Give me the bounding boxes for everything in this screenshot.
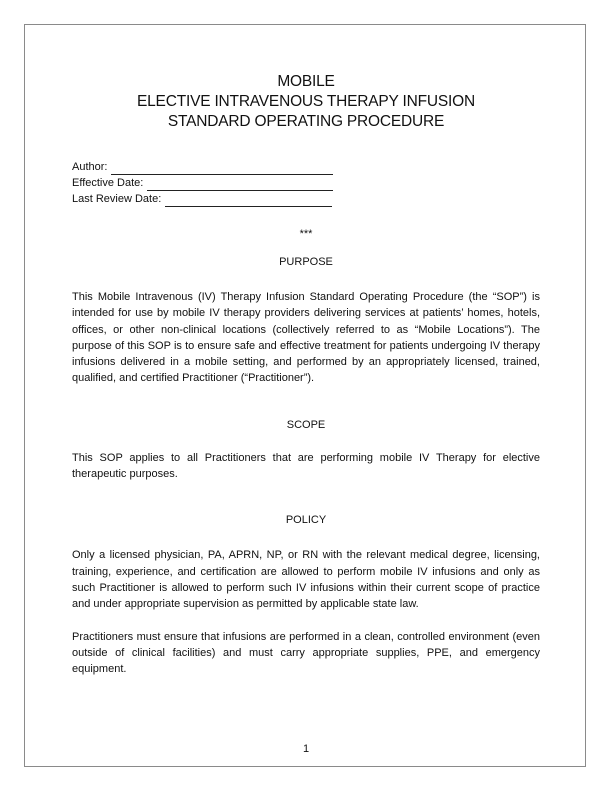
last-review-date-label: Last Review Date: — [72, 193, 162, 205]
title-line-1: MOBILE — [277, 73, 335, 90]
last-review-date-row — [72, 191, 540, 207]
effective-date-blank-line — [147, 179, 333, 191]
purpose-paragraph: This Mobile Intravenous (IV) Therapy Infusion Standard Operating Procedure (the “SOP”) is intended for use by mobile IV therapy providers delivering services at patients’ homes, hotels, offices, or other non-clinical locations (collectively referred to as “Mobile Locations”). The purpose of this SOP is to ensure safe and effective treatment for patients undergoing IV therapy infusions delivered in a mobile setting, and performed by an appropriately licensed, trained, qualified, and certified Practitioner (“Practitioner”). — [72, 291, 540, 385]
policy-paragraph-1: Only a licensed physician, PA, APRN, NP, or RN with the relevant medical degree, licensing, training, experience, and certification are allowed to perform mobile IV infusions and only as such Practitioner is allowed to perform such IV infusions within their current scope of practice and under appropriate supervision as permitted by applicable state law. — [72, 549, 540, 611]
title-line-2: ELECTIVE INTRAVENOUS THERAPY INFUSION — [137, 93, 475, 110]
author-blank-line — [111, 163, 333, 175]
author-label: Author: — [72, 161, 108, 173]
section-separator: *** — [299, 228, 313, 240]
effective-date-label: Effective Date: — [72, 177, 144, 189]
title-line-3: STANDARD OPERATING PROCEDURE — [167, 113, 445, 130]
policy-heading: POLICY — [285, 514, 327, 527]
author-row — [72, 159, 540, 175]
scope-paragraph: This SOP applies to all Practitioners that are performing mobile IV Therapy for elective therapeutic purposes. — [72, 451, 540, 481]
page-number: 1 — [302, 743, 310, 755]
document-body — [72, 72, 540, 677]
purpose-heading: PURPOSE — [279, 256, 333, 268]
document-metadata — [72, 159, 540, 207]
document-title — [72, 72, 540, 132]
scope-heading: SCOPE — [286, 418, 326, 431]
last-review-date-blank-line — [165, 195, 332, 207]
policy-paragraph-2: Practitioners must ensure that infusions are performed in a clean, controlled environment (even outside of clinical facilities) and must carry appropriate supplies, PPE, and emergency equipment. — [72, 630, 540, 676]
effective-date-row — [72, 175, 540, 191]
